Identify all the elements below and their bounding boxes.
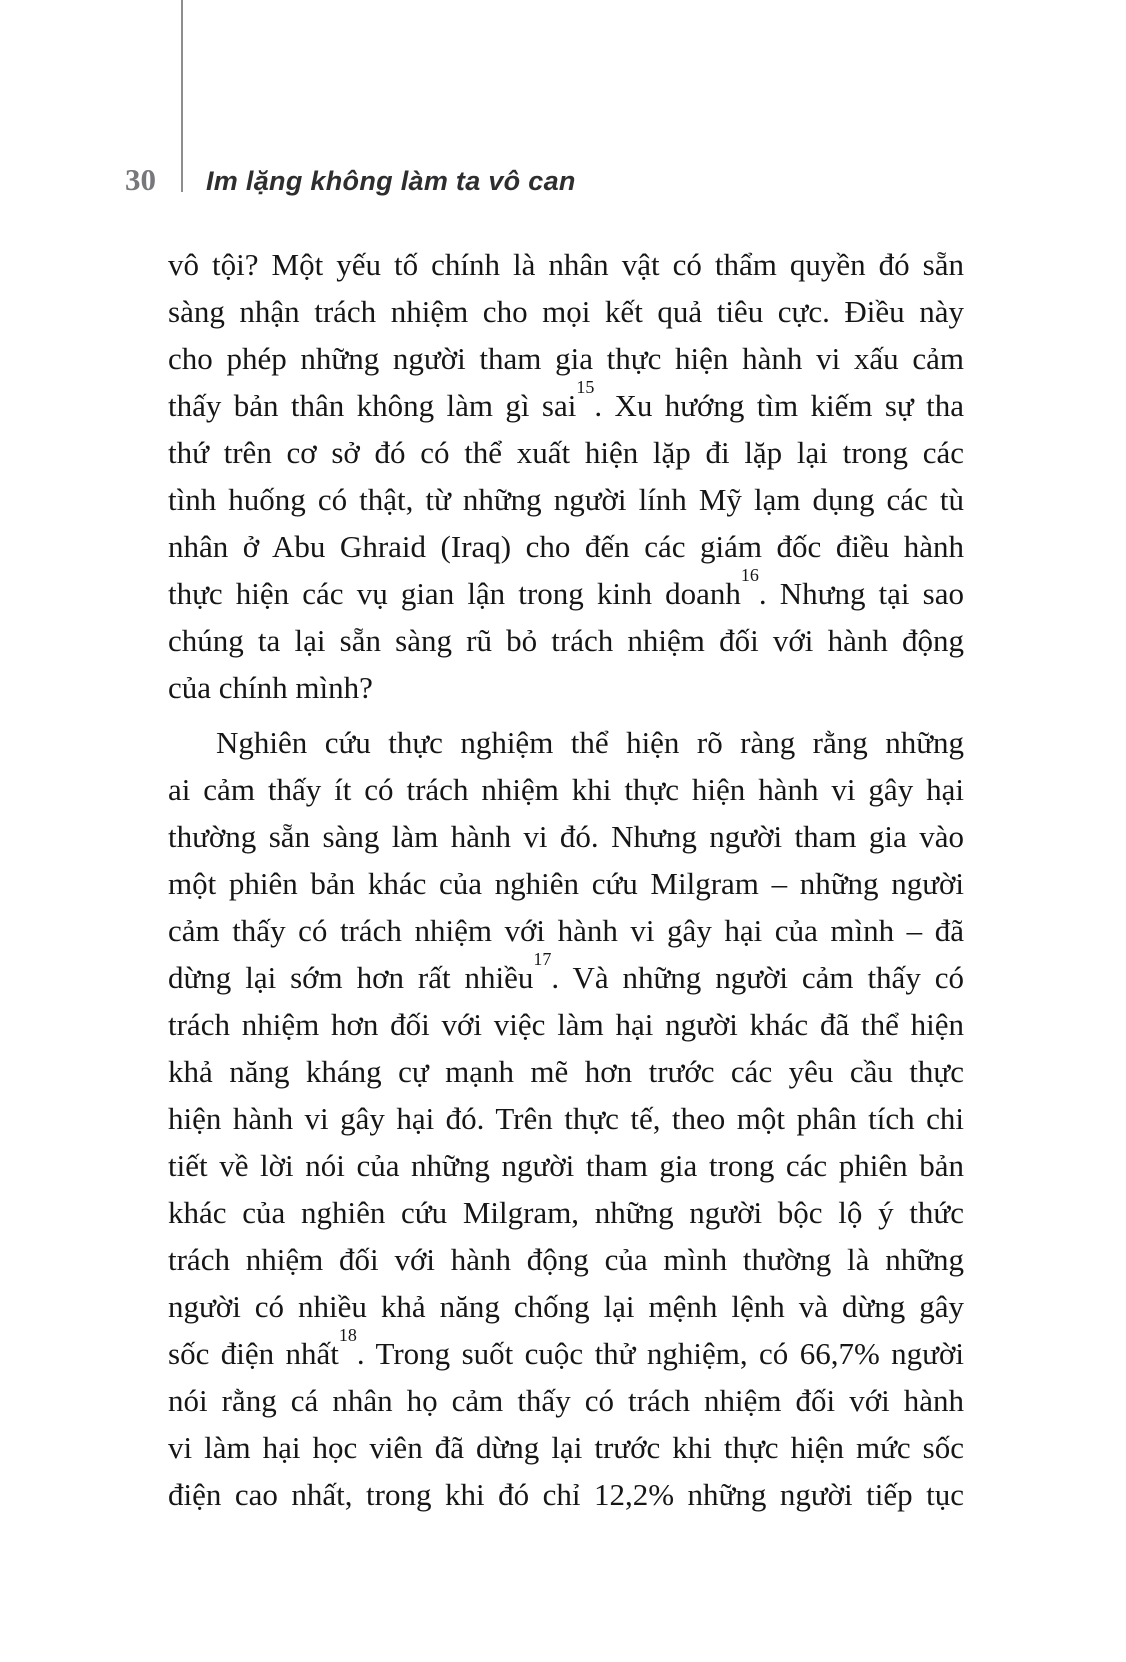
text-line [168, 376, 964, 429]
paragraph [168, 241, 964, 711]
running-title: Im lặng không làm ta vô can [206, 166, 576, 196]
text-line-content: trách nhiệm đối với hành động của mình thường là những [168, 1242, 964, 1277]
text-line [168, 1189, 964, 1236]
text-line-content: tình huống có thật, từ những người lính Mỹ lạm dụng các tù [168, 482, 964, 517]
text-line-content: sàng nhận trách nhiệm cho mọi kết quả tiêu cực. Điều này [168, 294, 964, 329]
text-line-content: người có nhiều khả năng chống lại mệnh lệnh và dừng gây [168, 1289, 964, 1324]
footnote-ref: 15 [576, 376, 595, 397]
text-line-content: của chính mình? [168, 670, 373, 705]
text-line-content: vi làm hại học viên đã dừng lại trước khi thực hiện mức sốc [168, 1430, 964, 1465]
text-line-content: chúng ta lại sẵn sàng rũ bỏ trách nhiệm đối với hành động [168, 623, 964, 658]
text-line [168, 1001, 964, 1048]
text-line [168, 860, 964, 907]
text-line-content: nói rằng cá nhân họ cảm thấy có trách nhiệm đối với hành [168, 1383, 964, 1418]
text-line [168, 617, 964, 664]
text-line [168, 1377, 964, 1424]
text-line [168, 719, 964, 766]
text-line [168, 766, 964, 813]
page-number: 30 [125, 162, 156, 197]
text-line-content: thường sẵn sàng làm hành vi đó. Nhưng người tham gia vào [168, 819, 964, 854]
text-line [168, 1283, 964, 1330]
text-line-content: thấy bản thân không làm gì sai$^{15}$. Xu hướng tìm kiếm sự tha [168, 376, 964, 423]
text-line-content: khả năng kháng cự mạnh mẽ hơn trước các yêu cầu thực [168, 1054, 964, 1089]
text-line [168, 1048, 964, 1095]
text-line-content: dừng lại sớm hơn rất nhiều$^{17}$. Và những người cảm thấy có [168, 948, 964, 995]
text-line-content: ai cảm thấy ít có trách nhiệm khi thực hiện hành vi gây hại [168, 772, 964, 807]
text-line [168, 1324, 964, 1377]
body-text [168, 241, 964, 1518]
text-line [168, 907, 964, 954]
text-line-content: hiện hành vi gây hại đó. Trên thực tế, theo một phân tích chi [168, 1101, 964, 1136]
text-line [168, 241, 964, 288]
text-line-content: tiết về lời nói của những người tham gia trong các phiên bản [168, 1148, 964, 1183]
text-line [168, 1095, 964, 1142]
text-line-content: cho phép những người tham gia thực hiện hành vi xấu cảm [168, 341, 964, 376]
text-line-content: thứ trên cơ sở đó có thể xuất hiện lặp đi lặp lại trong các [168, 435, 964, 470]
text-line-content: trách nhiệm hơn đối với việc làm hại người khác đã thể hiện [168, 1007, 964, 1042]
text-line [168, 429, 964, 476]
text-line-content: sốc điện nhất$^{18}$. Trong suốt cuộc thử nghiệm, có 66,7% người [168, 1324, 964, 1371]
text-line [168, 1424, 964, 1471]
text-line [168, 1142, 964, 1189]
text-line-content: cảm thấy có trách nhiệm với hành vi gây hại của mình – đã [168, 913, 964, 948]
text-line-content: khác của nghiên cứu Milgram, những người bộc lộ ý thức [168, 1195, 964, 1230]
margin-rule [181, 0, 183, 192]
footnote-ref: 18 [338, 1324, 357, 1345]
text-line [168, 476, 964, 523]
text-line [168, 288, 964, 335]
text-line [168, 948, 964, 1001]
text-line-content: vô tội? Một yếu tố chính là nhân vật có thẩm quyền đó sẵn [168, 247, 964, 282]
text-line [168, 664, 964, 711]
text-line [168, 813, 964, 860]
text-line-content: Nghiên cứu thực nghiệm thể hiện rõ ràng rằng những [216, 725, 964, 760]
text-line [168, 523, 964, 570]
paragraph [168, 719, 964, 1518]
text-line-content: thực hiện các vụ gian lận trong kinh doanh$^{16}$. Nhưng tại sao [168, 564, 964, 611]
footnote-ref: 17 [533, 948, 552, 969]
text-line-content: nhân ở Abu Ghraid (Iraq) cho đến các giám đốc điều hành [168, 529, 964, 564]
footnote-ref: 16 [740, 564, 759, 585]
text-line [168, 1236, 964, 1283]
text-line-content: điện cao nhất, trong khi đó chỉ 12,2% những người tiếp tục [168, 1477, 964, 1512]
text-line-content: một phiên bản khác của nghiên cứu Milgram – những người [168, 866, 964, 901]
text-line [168, 564, 964, 617]
text-line [168, 1471, 964, 1518]
text-line [168, 335, 964, 382]
